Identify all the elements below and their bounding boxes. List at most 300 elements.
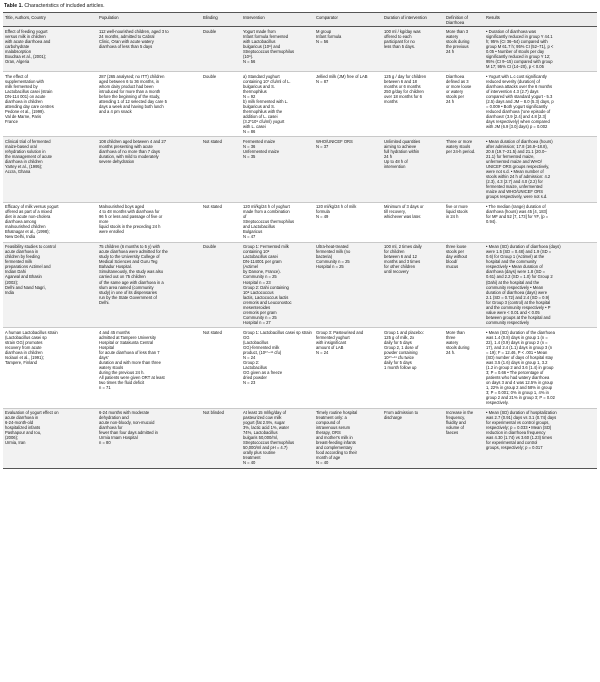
- cell-line: whom dairy product had been: [99, 83, 154, 89]
- cell-population: [97, 27, 201, 72]
- cell-line: Hospital n = 25: [316, 264, 344, 270]
- cell-line: significantly reduced in group Y 12;: [486, 53, 551, 59]
- cell-line: dehydration and: [99, 415, 129, 421]
- cell-line: five or more: [446, 204, 468, 210]
- cell-blinding: [201, 242, 241, 327]
- cell-line: respectively.: [486, 400, 509, 406]
- cell-intervention: [241, 202, 314, 242]
- cell-line: • Mean (SD) duration of diarrhoea (days): [486, 244, 561, 250]
- cell-line: acute diarrhoea in: [5, 415, 39, 421]
- cell-line: of: [243, 214, 247, 220]
- cell-line: and complementary: [316, 445, 353, 451]
- cell-line: month of age: [316, 455, 341, 461]
- cell-line: two times the fluid deficit: [99, 380, 145, 386]
- cell-line: Bhatnagar et al., (1998);: [5, 229, 50, 235]
- cell-line: Community n = 25: [243, 274, 277, 280]
- cell-line: b) milk fermented with L.: [243, 98, 289, 104]
- cell-line: Val de Marne, Paris: [5, 114, 42, 120]
- cell-population: [97, 202, 201, 242]
- cell-line: Bahadur Hospital.: [99, 264, 132, 270]
- cell-line: Fermented maize: [243, 138, 276, 144]
- cell-line: Jellied milk (JM) free of LAB: [316, 73, 368, 79]
- cell-line: 17), and 2.4 (1.1) days in group 3 (n: [486, 344, 553, 350]
- cell-line: 24 months, admitted to Cabral: [99, 33, 155, 39]
- cell-line: Oran, Algeria: [5, 58, 30, 64]
- cell-line: Simultaneously, the study was also: [99, 269, 164, 275]
- cell-definition: [444, 72, 484, 137]
- cell-line: severe dehydration: [99, 159, 135, 165]
- cell-line: and a 4 pm snack: [99, 108, 132, 114]
- cell-definition: [444, 27, 484, 72]
- cell-line: cremoris per gram: [243, 309, 277, 315]
- cell-line: malabsorption: [5, 48, 32, 54]
- header-row: [3, 13, 597, 27]
- cell-line: thermophilus: [243, 88, 267, 94]
- cell-line: of the same age with diarrhoea in a: [99, 279, 164, 285]
- cell-duration: [382, 328, 444, 408]
- cell-line: for acute diarrhoea of less than 7: [99, 349, 160, 355]
- cell-line: less than 5 days.: [384, 43, 416, 49]
- cell-line: Efficacy of milk versus yogurt: [5, 204, 59, 210]
- cell-intervention: [241, 328, 314, 408]
- cell-line: stools during: [446, 38, 470, 44]
- cell-line: value were < 0.01 and < 0.05: [486, 309, 540, 315]
- cell-line: More than: [446, 329, 465, 335]
- cell-line: after admission; 17.8 (16.8–18.8),: [486, 143, 548, 149]
- cell-line: yogurt (fat 2.5%, sugar: [243, 420, 285, 426]
- cell-definition: [444, 328, 484, 408]
- cell-line: for Group 3 (control) at the hospital: [486, 299, 551, 305]
- cell-line: (2006);: [5, 435, 19, 441]
- cell-line: At least 15 ml/kg/day of: [243, 410, 287, 415]
- cell-line: formula: [316, 209, 330, 215]
- cell-line: DN-114001 per gram: [243, 259, 282, 265]
- cell-line: (1.2 in group 2 and 3.6 (1.4) in group: [486, 364, 554, 370]
- cell-line: compared with standard yogurt - 5.3: [486, 93, 553, 99]
- cell-line: Evaluation of yogurt effect on: [5, 410, 59, 415]
- cell-line: Timely routine hospital: [316, 410, 358, 415]
- cell-line: N = 40: [243, 460, 256, 466]
- cell-line: group M 61.7 h; 95% CI (52–71), p <: [486, 43, 554, 49]
- cell-line: bulgaris 50,000/ml,: [243, 435, 278, 441]
- cell-line: strain GG) promotes: [5, 339, 43, 345]
- cell-line: duration and with more than three: [99, 359, 161, 365]
- cell-line: Up to 48 h of: [384, 159, 408, 165]
- cell-line: Feasibility studies to control: [5, 244, 56, 250]
- cell-line: Unfermented maize: [243, 149, 280, 154]
- header-blinding: Blinding: [201, 13, 241, 27]
- cell-line: diarrhoea in children: [5, 349, 43, 355]
- cell-line: preparations Actimel and: [5, 264, 51, 270]
- cell-line: 0.94).: [486, 219, 497, 225]
- cell-line: cremoris and Leuconostoc: [243, 299, 292, 305]
- cell-line: Pedone et al., (1999).: [5, 108, 45, 114]
- cell-line: with L. casei: [243, 124, 266, 130]
- cell-title: [3, 27, 97, 72]
- cell-results: [484, 328, 597, 408]
- cell-line: Not stated: [203, 204, 222, 210]
- cell-results: [484, 27, 597, 72]
- cell-line: M group: [316, 28, 332, 34]
- cell-line: watery: [446, 33, 459, 39]
- cell-line: Indian Dahi: [5, 269, 26, 275]
- cell-line: three: [446, 334, 456, 340]
- cell-population: [97, 137, 201, 202]
- cell-line: hospitalized infants: [5, 425, 41, 431]
- cell-duration: [382, 408, 444, 468]
- cell-line: slum area named (community: [99, 284, 154, 290]
- cell-line: in 24 h: [446, 214, 459, 220]
- cell-line: N = 56: [316, 38, 329, 44]
- header-duration: Duration of intervention: [382, 13, 444, 27]
- cell-line: acute non-bloody, non-mucoid: [99, 420, 155, 426]
- cell-definition: [444, 137, 484, 202]
- cell-line: unfermented maize and WHO/: [486, 159, 542, 165]
- cell-line: Group 2:: [243, 359, 260, 365]
- cell-title: [3, 202, 97, 242]
- cell-line: Malnourished boys aged: [99, 204, 145, 210]
- cell-line: mesenteroides: [243, 304, 271, 310]
- cell-line: fermented yoghurt: [316, 334, 350, 340]
- cell-line: 120 ml/kg/24 h of yoghurt: [243, 204, 290, 210]
- cell-line: treatment: [243, 455, 261, 461]
- cell-line: fewer than four days admitted in: [99, 430, 158, 436]
- cell-line: GG given as a freeze: [243, 369, 283, 375]
- cell-line: milk fermented by: [5, 83, 38, 89]
- cell-line: daily for 5 days: [384, 339, 412, 345]
- cell-line: 0.6) for Group 1 (Actimel) at the: [486, 254, 545, 260]
- cell-line: The effect of: [5, 73, 28, 79]
- cell-line: stools during: [446, 344, 470, 350]
- cell-line: France: [5, 119, 18, 125]
- cell-line: 4 to 48 months with diarrhoea for: [99, 209, 160, 215]
- cell-line: Not stated: [203, 329, 222, 335]
- cell-line: orally plus routine: [243, 450, 276, 456]
- cell-line: mucus: [446, 264, 459, 270]
- cell-results: [484, 137, 597, 202]
- cell-line: study) in one of its dispensaries: [99, 289, 157, 295]
- cell-line: Lactobacillus: [243, 364, 267, 370]
- cell-line: malnourished children: [5, 224, 46, 230]
- cell-line: 112 well-nourished children, aged 3 to: [99, 28, 169, 34]
- characteristics-table: [3, 12, 597, 469]
- cell-line: carried out on 75 children: [99, 274, 146, 280]
- cell-line: and the community respectively • P: [486, 304, 551, 310]
- cell-line: participant for no: [384, 38, 415, 44]
- cell-line: (3.2*10⁸ cfu/ml) yogurt: [243, 119, 285, 125]
- cell-line: Medical Sciences and Guru Teg: [99, 259, 158, 265]
- cell-line: carbohydrate: [5, 43, 30, 49]
- cell-line: Clinic, Oran with acute watery: [99, 38, 154, 44]
- cell-line: the management of acute: [5, 154, 52, 160]
- cell-line: • Mean (SD) duration of hospitalization: [486, 410, 557, 415]
- cell-line: attending day care centres: [5, 103, 54, 109]
- cell-line: Delhi and Nand Nagri,: [5, 284, 46, 290]
- cell-line: Unlimited quantities: [384, 138, 421, 144]
- cell-definition: [444, 408, 484, 468]
- cell-line: with acute diarrhoea and: [5, 38, 51, 44]
- cell-line: Streptococcus thermophilus: [243, 219, 295, 225]
- cell-line: by Danone, France).: [243, 269, 281, 275]
- cell-line: group 2 and 21% in group 3; P = 0.02: [486, 395, 555, 401]
- cell-line: UNICEF ORS groups respectively,: [486, 164, 550, 170]
- cell-line: intravenous serum: [316, 425, 351, 431]
- table-row: [3, 202, 597, 242]
- cell-line: (2.5) days and JM – 8.0 (5.3) days, p: [486, 98, 554, 104]
- cell-line: 10¹⁰–¹¹ cfu twice: [384, 354, 414, 360]
- cell-line: were enrolled: [99, 229, 124, 235]
- cell-line: N = 56: [243, 58, 256, 64]
- cell-line: diarrhoea' (3.9 [2.4] and 4.8 [2.3]: [486, 114, 546, 120]
- cell-line: DN-114 001) on acute: [5, 93, 46, 99]
- cell-line: days': [99, 354, 109, 360]
- cell-line: admitted at Tampere University: [99, 334, 156, 340]
- cell-line: lactis, Lactococcus lactis: [243, 294, 289, 300]
- cell-line: 125 g of milk, 2x: [384, 334, 415, 340]
- cell-line: powder containing: [384, 349, 418, 355]
- cell-line: respectively • Mean duration of: [486, 264, 543, 270]
- cell-line: 95% (CI 9–15) compared with group: [486, 58, 553, 64]
- cell-intervention: [241, 408, 314, 468]
- cell-line: 100 ml / kg/day was: [384, 28, 421, 34]
- table-row: [3, 408, 597, 468]
- cell-line: months or 6 months: [384, 83, 421, 89]
- cell-title: [3, 137, 97, 202]
- cell-line: discharge: [384, 415, 402, 421]
- cell-line: 0.61) and 2.2 (SD = 1.0) for Group 2: [486, 274, 553, 280]
- cell-line: and Lactobacillus: [243, 224, 275, 230]
- cell-line: • Duration of diarrhoea was: [486, 28, 537, 34]
- cell-line: Effect of feeding yogurt: [5, 28, 48, 34]
- cell-line: M 17; 95% CI (14–20), p < 0.05: [486, 63, 544, 69]
- cell-line: 108 children aged between 4 and 27: [99, 138, 166, 144]
- cell-line: respectively; p = 0.033 • Mean (SD): [486, 425, 552, 431]
- cell-line: Accra, Ghana: [5, 169, 31, 175]
- cell-duration: [382, 27, 444, 72]
- cell-line: before the beginning of the study,: [99, 93, 161, 99]
- cell-line: Isolauri et al., (1991);: [5, 354, 44, 360]
- cell-line: Group 2, 1 dose of: [384, 344, 419, 350]
- cell-line: India: [5, 289, 14, 295]
- cell-line: Lactobacillus casei: [243, 254, 278, 260]
- cell-line: Group 1 and placebo:: [384, 329, 424, 335]
- cell-line: Three or more: [446, 138, 473, 144]
- cell-line: stools per: [446, 93, 464, 99]
- cell-line: amount of LAB: [316, 344, 344, 350]
- cell-blinding: [201, 137, 241, 202]
- cell-line: diarrhoea attacks over the 6 months: [486, 83, 553, 89]
- table-body: [3, 27, 597, 469]
- cell-line: between groups at the hospital and: [486, 314, 551, 320]
- cell-line: product, (10¹⁰–¹¹ cfu): [243, 349, 282, 355]
- cell-population: [97, 328, 201, 408]
- cell-line: supplementation with: [5, 78, 44, 84]
- cell-line: N = 87: [316, 78, 329, 84]
- cell-line: diarrhoea among: [5, 219, 37, 225]
- cell-blinding: [201, 72, 241, 137]
- cell-line: day without: [446, 254, 467, 260]
- cell-line: offered to each: [384, 33, 412, 39]
- cell-line: defined as 3: [446, 78, 469, 84]
- cell-line: More than 3: [446, 28, 469, 34]
- cell-line: Streptococcus thermophilus: [243, 48, 295, 54]
- cell-line: pasteurized cow milk: [243, 415, 282, 421]
- cell-line: for other children: [384, 264, 416, 270]
- cell-line: groups, respectively; p = 0.017: [486, 445, 543, 451]
- cell-line: Group 2: Dahi containing: [243, 284, 289, 290]
- cell-intervention: [241, 137, 314, 202]
- cell-definition: [444, 242, 484, 327]
- cell-line: diarrhoea (hours) was 45 [4, 183]: [486, 209, 547, 215]
- cell-line: the previous: [446, 43, 469, 49]
- cell-line: bulgaricus and S.: [243, 103, 275, 109]
- cell-line: n = 80: [99, 440, 111, 446]
- header-definition: Definition of Diarrhoea: [444, 13, 484, 27]
- cell-title: [3, 328, 97, 408]
- cell-line: A human Lactobacillus strain: [5, 329, 58, 335]
- cell-line: n = 71: [99, 385, 111, 391]
- cell-line: 6-24-month-old: [5, 420, 34, 426]
- cell-line: hospital and the community: [486, 259, 537, 265]
- cell-line: 0.05 • Number of stools per day: [486, 48, 545, 54]
- cell-line: until recovery: [384, 269, 409, 275]
- table-row: [3, 27, 597, 72]
- cell-line: over 18 months for 6: [384, 93, 422, 99]
- cell-line: significantly reduced in group Y 44.1: [486, 33, 553, 39]
- cell-line: Double: [203, 244, 217, 250]
- cell-line: groups respectively, were not s.d.: [486, 194, 548, 200]
- cell-line: a) Standard yoghurt: [243, 73, 280, 79]
- cell-line: 20.6 (19.7–21.5) and 21.1 (20.0–: [486, 149, 547, 154]
- cell-duration: [382, 202, 444, 242]
- cell-intervention: [241, 72, 314, 137]
- cell-line: 3%, lactic acid 1%, water: [243, 425, 290, 431]
- cell-line: intervention: [384, 164, 406, 170]
- cell-comparator: [314, 242, 382, 327]
- cell-line: N = 23: [243, 380, 256, 386]
- cell-line: diarrhoea of no more than 7 days: [99, 149, 160, 154]
- cell-intervention: [241, 27, 314, 72]
- cell-line: aiming to achieve: [384, 143, 417, 149]
- cell-line: food according to their: [316, 450, 357, 456]
- cell-line: children by feeding: [5, 254, 40, 260]
- cell-line: Group 1: Lactobacillus casei sp strain GG: [243, 329, 312, 340]
- cell-line: maize and WHO/UNICEF ORS: [486, 189, 544, 195]
- cell-line: 21.1) for fermented maize,: [486, 154, 535, 160]
- cell-line: frequency,: [446, 415, 466, 421]
- cell-line: WHO/UNICEF ORS: [316, 138, 353, 144]
- cell-line: (SD) number of days of hospital stay: [486, 354, 553, 360]
- cell-line: reduction in diarrhoea frequency: [486, 430, 546, 436]
- cell-population: [97, 408, 201, 468]
- cell-line: Community n = 25: [243, 314, 277, 320]
- cell-line: watery stools: [446, 143, 471, 149]
- cell-line: Urmia, Iran: [5, 440, 26, 446]
- cell-line: made from a combination: [243, 209, 290, 215]
- cell-line: and mother's milk in: [316, 435, 353, 441]
- cell-line: Hospital or Satakunta Central: [99, 339, 154, 345]
- cell-line: (2.3), 4.3 (2.7) and 4.0 (2.2) for: [486, 179, 543, 185]
- cell-line: on days 3 and 4 was 12.5% in group: [486, 380, 553, 386]
- cell-line: Delhi.: [99, 299, 110, 305]
- cell-line: 96 h or less and passage of five or: [99, 214, 163, 220]
- cell-line: maize-based oral: [5, 143, 37, 149]
- cell-line: with JM (6.9 [3.0] days) p = 0.002: [486, 124, 548, 130]
- cell-line: Boudraa et al., (2001);: [5, 53, 47, 59]
- cell-line: N = 86: [243, 129, 256, 135]
- cell-line: daily for 5 days: [384, 359, 412, 365]
- cell-line: Hospital n = 23: [243, 279, 271, 285]
- cell-line: Streptococcus thermophilus: [243, 440, 295, 446]
- cell-title: [3, 72, 97, 137]
- cell-line: (Actimel: [243, 264, 258, 270]
- cell-results: [484, 408, 597, 468]
- cell-line: diarrhoea of less than 5 days: [99, 43, 153, 49]
- cell-results: [484, 202, 597, 242]
- cell-line: therapy, ORS: [316, 430, 341, 436]
- cell-line: Group 3: Pasteurised and: [316, 329, 364, 335]
- cell-line: Urmia Imam Hospital: [99, 435, 138, 441]
- cell-line: 287 (265 analysed; no ITT) children: [99, 73, 165, 79]
- cell-line: 3; P = 0.66 • The percentage of: [486, 369, 544, 375]
- table-caption: [4, 3, 597, 10]
- cell-comparator: [314, 27, 382, 72]
- cell-line: 125 g / day for children: [384, 73, 427, 79]
- cell-line: (10⁸).: [243, 53, 254, 59]
- cell-line: community respectively: [486, 319, 530, 325]
- cell-line: Infant formula fermented: [243, 33, 289, 39]
- cell-line: Clinical trial of fermented: [5, 138, 51, 144]
- cell-line: or watery: [446, 88, 464, 94]
- cell-line: New Delhi, India: [5, 234, 36, 240]
- cell-line: addition of L. casei: [243, 114, 278, 120]
- cell-line: containing 10⁸: [243, 249, 270, 255]
- cell-line: = 19); F = 12.46, P < .001 • Mean: [486, 349, 548, 355]
- cell-line: diarrhoea in children: [5, 98, 43, 104]
- cell-line: Hospital: [99, 344, 114, 350]
- cell-line: faeces: [446, 430, 459, 436]
- table-row: [3, 72, 597, 137]
- cell-line: months and 3 times: [384, 259, 421, 265]
- caption-text: Characteristics of included articles.: [24, 3, 105, 9]
- cell-line: N = 24: [243, 354, 256, 360]
- cell-line: blood/: [446, 259, 458, 265]
- cell-line: of intervention 4.3 (2.7) days: [486, 88, 539, 94]
- cell-line: stools within 24 h of admission: 4.2: [486, 174, 551, 180]
- cell-line: Ultra-heat-treated: [316, 244, 349, 250]
- cell-line: months presenting with acute: [99, 143, 153, 149]
- cell-line: 75 children (6 months to 5 y) with: [99, 244, 160, 250]
- cell-blinding: [201, 202, 241, 242]
- cell-line: Agarwal and Bhasin: [5, 274, 42, 280]
- cell-line: containing 10⁷ cfu/ml of L.: [243, 78, 291, 84]
- cell-blinding: [201, 328, 241, 408]
- cell-line: full hydration within: [384, 149, 420, 154]
- cell-line: Double: [203, 73, 217, 79]
- cell-line: diarrhoea for: [99, 425, 123, 431]
- cell-line: (2002);: [5, 279, 19, 285]
- cell-title: [3, 408, 97, 468]
- cell-line: Infant formula: [316, 33, 342, 39]
- cell-comparator: [314, 408, 382, 468]
- cell-line: 24 h: [446, 48, 455, 54]
- cell-line: bulgaricus and S.: [243, 83, 275, 89]
- cell-line: per 24-h period.: [446, 149, 476, 154]
- header-comparator: Comparator: [314, 13, 382, 27]
- cell-line: Not blinded: [203, 410, 224, 415]
- cell-duration: [382, 242, 444, 327]
- cell-line: for experimental and control: [486, 440, 538, 446]
